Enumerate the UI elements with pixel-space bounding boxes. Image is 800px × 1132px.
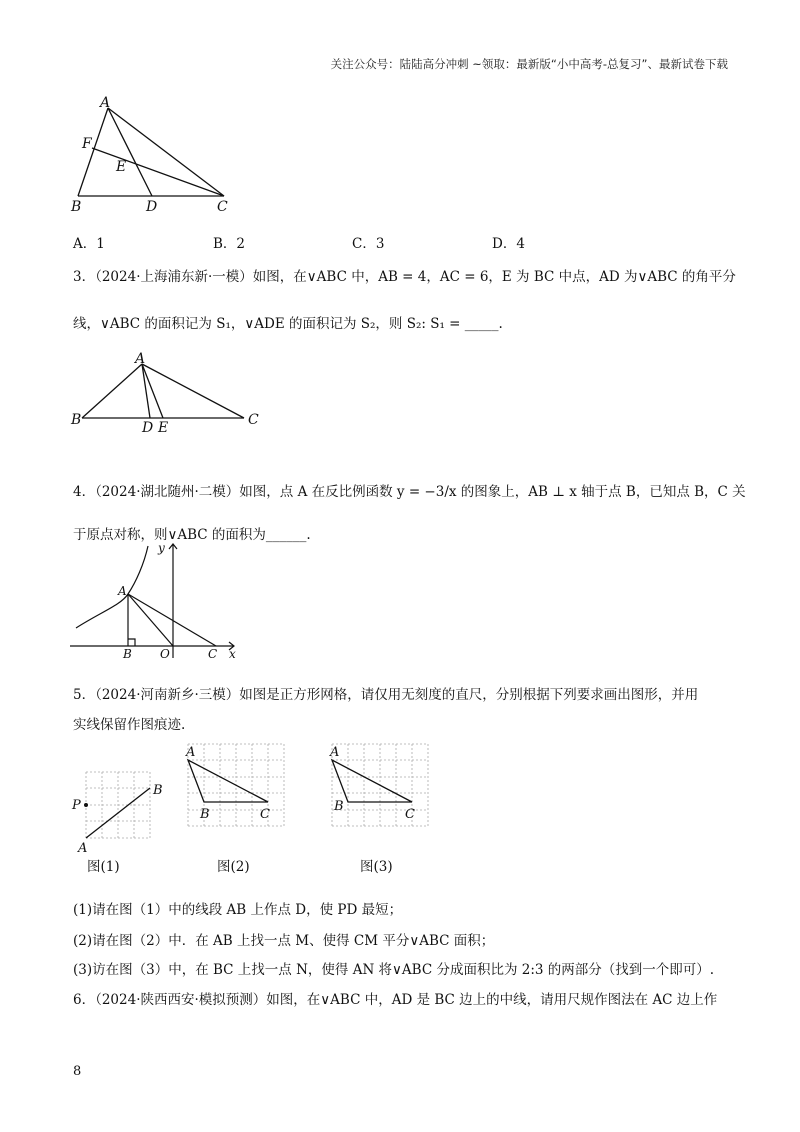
fig1-label-P: P: [72, 798, 81, 813]
label-B: B: [71, 199, 82, 215]
q4-label-O: O: [160, 647, 170, 661]
q5-sub2: (2)请在图（2）中．在 AB 上找一点 M、使得 CM 平分∨ABC 面积；: [73, 933, 495, 949]
fig3-label-C: C: [405, 807, 415, 822]
option-a: A．1: [73, 236, 105, 252]
fig2-label-A: A: [186, 745, 196, 760]
q6-line1: 6．（2024·陕西西安·模拟预测）如图，在∨ABC 中，AD 是 BC 边上的中线，请用尺规作图法在 AC 边上作: [73, 992, 718, 1008]
q3-figure: [66, 350, 266, 436]
page-header: 关注公众号：陆陆高分冲刺 ~领取：最新版“小中高考-总复习”、最新试卷下载: [330, 57, 728, 71]
q5-figure2: [180, 740, 290, 836]
fig2-label-B: B: [200, 807, 210, 822]
q4-label-C: C: [208, 647, 218, 661]
fig1-label-A: A: [78, 841, 88, 856]
label-D: D: [146, 199, 158, 215]
q4-line2: 于原点对称，则∨ABC 的面积为______.: [73, 527, 311, 543]
label-E: E: [116, 159, 127, 175]
option-c: C．3: [352, 236, 385, 252]
q3-label-D: D: [142, 420, 154, 436]
fig3-label-A: A: [330, 745, 340, 760]
q4-label-x: x: [229, 647, 236, 661]
q4-line1: 4．（2024·湖北随州·二模）如图，点 A 在反比例函数 y = −3/x 的图象上，AB ⊥ x 轴于点 B，已知点 B，C 关: [73, 484, 746, 500]
q4-label-A: A: [118, 584, 127, 598]
figure-top-triangle: [66, 92, 246, 216]
fig3-label-B: B: [334, 799, 344, 814]
q4-figure: [66, 540, 246, 662]
q3-label-B: B: [71, 412, 82, 428]
q3-label-A: A: [135, 351, 146, 367]
option-d: D．4: [492, 236, 525, 252]
q5-figure3: [322, 740, 432, 836]
fig1-caption: 图(1): [87, 859, 120, 875]
q3-line2: 线，∨ABC 的面积记为 S₁，∨ADE 的面积记为 S₂，则 S₂: S₁ = _____.: [73, 316, 503, 332]
q3-label-E: E: [158, 420, 169, 436]
q5-line2: 实线保留作图痕迹.: [73, 717, 186, 733]
label-F: F: [82, 136, 92, 152]
fig2-caption: 图(2): [217, 859, 250, 875]
q3-line1: 3．（2024·上海浦东新·一模）如图，在∨ABC 中，AB = 4，AC = 6，E 为 BC 中点，AD 为∨ABC 的角平分: [73, 269, 736, 285]
fig2-label-C: C: [260, 807, 270, 822]
option-b: B．2: [213, 236, 246, 252]
q3-label-C: C: [248, 412, 259, 428]
q4-label-B: B: [123, 647, 132, 661]
q4-label-y: y: [158, 541, 165, 555]
page-number: 8: [73, 1064, 82, 1079]
q5-figure1: [66, 760, 176, 856]
label-A: A: [100, 95, 111, 111]
fig1-label-B: B: [153, 783, 163, 798]
fig3-caption: 图(3): [360, 859, 393, 875]
q5-sub1: (1)请在图（1）中的线段 AB 上作点 D，使 PD 最短；: [73, 902, 403, 918]
q5-line1: 5．（2024·河南新乡·三模）如图是正方形网格，请仅用无刻度的直尺，分别根据下列要求画出图形，并用: [73, 687, 699, 703]
q5-sub3: (3)访在图（3）中，在 BC 上找一点 N，使得 AN 将∨ABC 分成面积比为 2:3 的两部分（找到一个即可）.: [73, 962, 715, 978]
label-C: C: [217, 199, 228, 215]
